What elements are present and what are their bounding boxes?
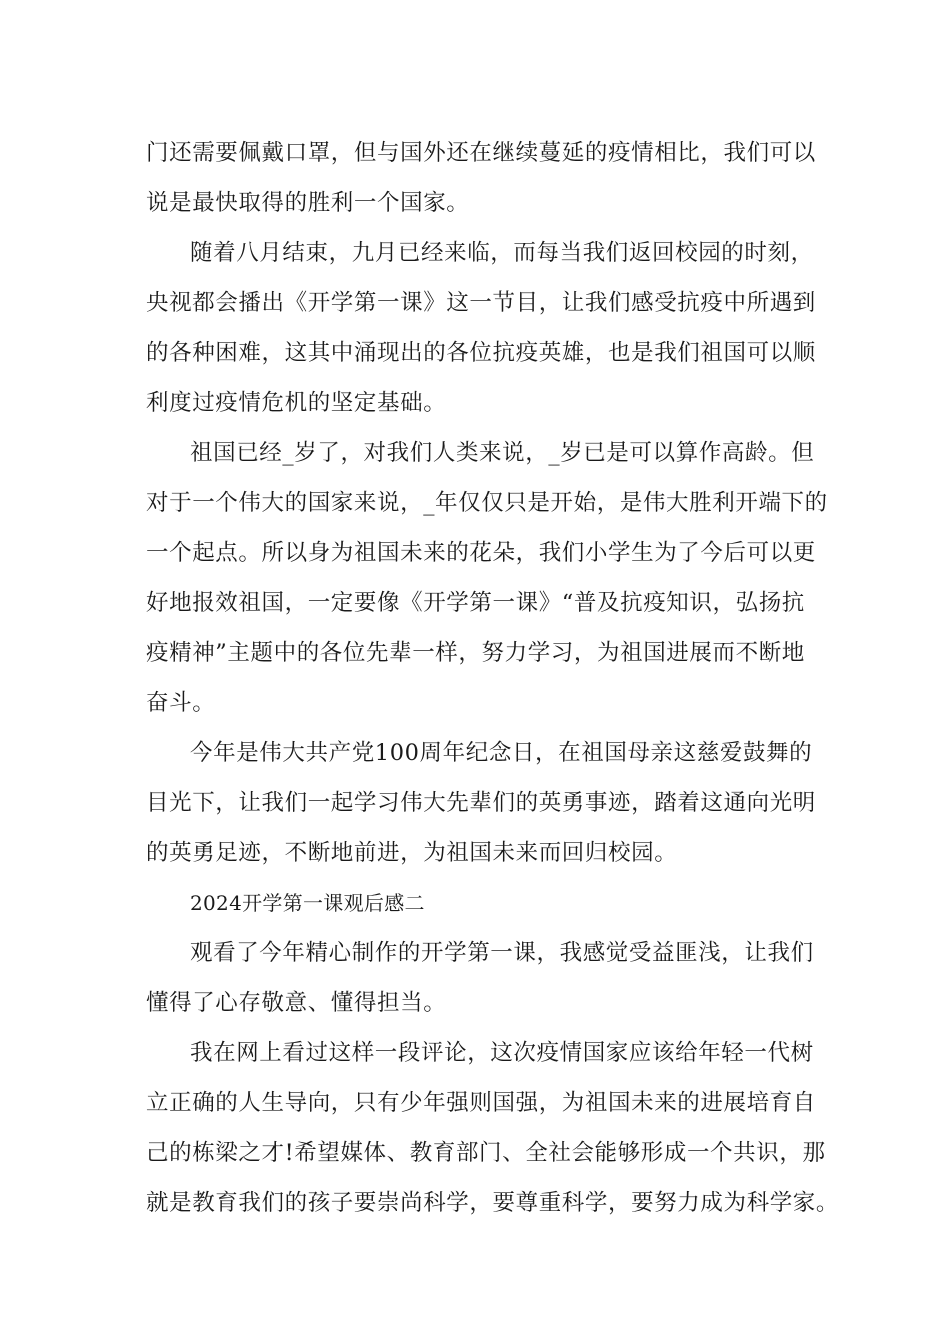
text-line-7: 祖国已经_岁了，对我们人类来说，_岁已是可以算作高龄。但 [190, 440, 815, 466]
text-line-6: 利度过疫情危机的坚定基础。 [146, 390, 447, 416]
text-line-11: 疫精神”主题中的各位先辈一样，努力学习，为祖国进展而不断地 [146, 640, 805, 666]
text-line-13: 今年是伟大共产党100周年纪念日，在祖国母亲这慈爱鼓舞的 [190, 740, 813, 766]
text-line-19: 我在网上看过这样一段评论，这次疫情国家应该给年轻一代树 [190, 1040, 814, 1066]
text-line-14: 目光下，让我们一起学习伟大先辈们的英勇事迹，踏着这通向光明 [146, 790, 816, 816]
text-line-22: 就是教育我们的孩子要崇尚科学，要尊重科学，要努力成为科学家。 [146, 1190, 840, 1216]
text-line-17: 观看了今年精心制作的开学第一课，我感觉受益匪浅，让我们 [190, 940, 814, 966]
text-line-10: 好地报效祖国，一定要像《开学第一课》“普及抗疫知识，弘扬抗 [146, 590, 805, 616]
text-line-20: 立正确的人生导向，只有少年强则国强，为祖国未来的进展培育自 [146, 1090, 816, 1116]
text-line-5: 的各种困难，这其中涌现出的各位抗疫英雄，也是我们祖国可以顺 [146, 340, 816, 366]
text-line-12: 奋斗。 [146, 690, 216, 716]
text-line-9: 一个起点。所以身为祖国未来的花朵，我们小学生为了今后可以更 [146, 540, 816, 566]
section-heading: 2024开学第一课观后感二 [190, 891, 425, 915]
text-line-4: 央视都会播出《开学第一课》这一节目，让我们感受抗疫中所遇到 [146, 290, 816, 316]
text-line-15: 的英勇足迹，不断地前进，为祖国未来而回归校园。 [146, 840, 678, 866]
text-line-18: 懂得了心存敬意、懂得担当。 [146, 990, 447, 1016]
text-line-8: 对于一个伟大的国家来说，_年仅仅只是开始，是伟大胜利开端下的 [146, 490, 828, 516]
text-line-2: 说是最快取得的胜利一个国家。 [146, 190, 470, 216]
text-line-21: 己的栋梁之才!希望媒体、教育部门、全社会能够形成一个共识，那 [146, 1140, 826, 1166]
text-line-1: 门还需要佩戴口罩，但与国外还在继续蔓延的疫情相比，我们可以 [146, 140, 816, 166]
text-line-3: 随着八月结束，九月已经来临，而每当我们返回校园的时刻， [190, 240, 814, 266]
